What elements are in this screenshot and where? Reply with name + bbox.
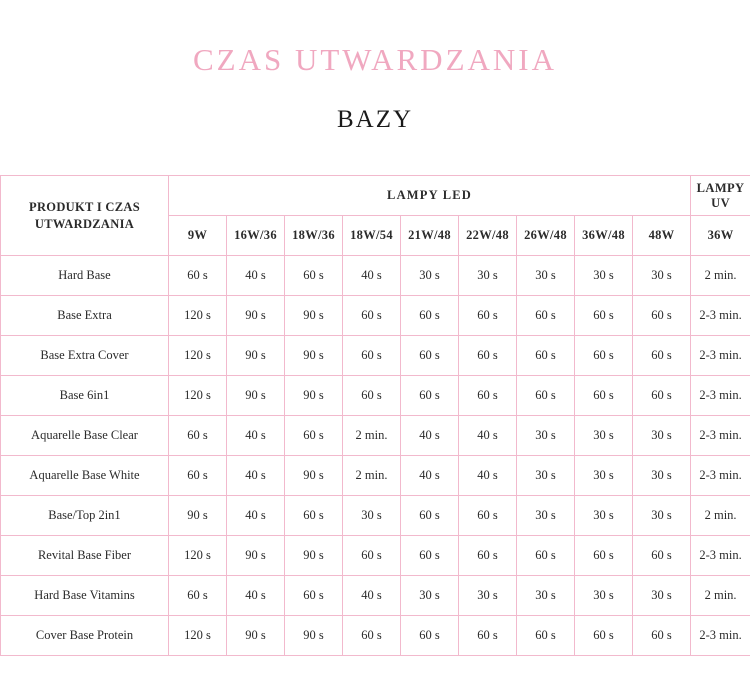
curing-value: 60 s [575,616,633,656]
curing-value: 2-3 min. [691,416,750,456]
curing-value: 2 min. [691,256,750,296]
curing-value: 60 s [459,616,517,656]
curing-value: 60 s [459,296,517,336]
product-name: Base/Top 2in1 [1,496,169,536]
curing-value: 30 s [633,576,691,616]
product-name: Revital Base Fiber [1,536,169,576]
curing-value: 90 s [169,496,227,536]
curing-value: 30 s [575,456,633,496]
curing-value: 60 s [343,376,401,416]
curing-value: 40 s [227,256,285,296]
product-name: Base 6in1 [1,376,169,416]
table-row [1,336,750,376]
column-header-36w48: 36W/48 [575,216,633,256]
curing-value: 60 s [401,616,459,656]
product-name: Base Extra [1,296,169,336]
curing-value: 60 s [343,616,401,656]
curing-value: 30 s [459,576,517,616]
curing-value: 60 s [169,576,227,616]
curing-value: 60 s [517,376,575,416]
curing-value: 30 s [575,576,633,616]
product-name: Aquarelle Base White [1,456,169,496]
group-header-led: LAMPY LED [169,176,691,216]
curing-value: 60 s [169,456,227,496]
curing-value: 2 min. [343,456,401,496]
column-header-22w48: 22W/48 [459,216,517,256]
curing-value: 30 s [343,496,401,536]
curing-value: 30 s [633,496,691,536]
curing-value: 2 min. [691,576,750,616]
curing-value: 120 s [169,376,227,416]
curing-value: 60 s [169,256,227,296]
curing-value: 40 s [459,416,517,456]
product-column-header: PRODUKT I CZAS UTWARDZANIA [1,176,169,256]
curing-value: 90 s [285,616,343,656]
curing-value: 60 s [459,536,517,576]
curing-value: 60 s [343,336,401,376]
product-name: Hard Base Vitamins [1,576,169,616]
curing-value: 60 s [575,536,633,576]
curing-value: 60 s [517,296,575,336]
curing-value: 30 s [575,256,633,296]
curing-value: 60 s [517,336,575,376]
column-header-18w36: 18W/36 [285,216,343,256]
curing-value: 60 s [517,616,575,656]
curing-value: 30 s [575,416,633,456]
curing-value: 60 s [401,496,459,536]
curing-value: 90 s [227,296,285,336]
curing-value: 2-3 min. [691,536,750,576]
curing-value: 120 s [169,336,227,376]
table-row [1,296,750,336]
table-row [1,376,750,416]
curing-value: 60 s [169,416,227,456]
curing-value: 90 s [227,336,285,376]
curing-value: 30 s [633,256,691,296]
curing-value: 60 s [633,616,691,656]
curing-value: 60 s [459,496,517,536]
curing-value: 60 s [633,336,691,376]
table-row [1,456,750,496]
table-row [1,496,750,536]
table-body [1,256,750,656]
curing-time-table [0,175,750,656]
curing-value: 60 s [401,536,459,576]
curing-value: 30 s [517,456,575,496]
curing-value: 30 s [459,256,517,296]
curing-value: 40 s [401,416,459,456]
column-header-9w: 9W [169,216,227,256]
curing-value: 60 s [575,336,633,376]
curing-value: 60 s [401,376,459,416]
curing-value: 2 min. [343,416,401,456]
curing-value: 90 s [227,536,285,576]
curing-value: 60 s [401,296,459,336]
column-header-48w: 48W [633,216,691,256]
curing-value: 60 s [401,336,459,376]
column-header-18w54: 18W/54 [343,216,401,256]
table-row [1,416,750,456]
column-header-16w36: 16W/36 [227,216,285,256]
product-name: Base Extra Cover [1,336,169,376]
curing-value: 90 s [285,536,343,576]
curing-time-table-wrapper [0,175,750,656]
curing-value: 60 s [285,256,343,296]
table-head [1,176,750,256]
curing-value: 30 s [633,456,691,496]
curing-value: 40 s [343,256,401,296]
curing-value: 60 s [633,296,691,336]
curing-value: 120 s [169,616,227,656]
curing-value: 60 s [459,376,517,416]
curing-value: 90 s [227,376,285,416]
table-row [1,616,750,656]
curing-value: 30 s [401,256,459,296]
curing-value: 90 s [285,456,343,496]
curing-value: 30 s [517,496,575,536]
curing-value: 60 s [285,416,343,456]
curing-value: 60 s [285,576,343,616]
column-header-uv-36w: 36W [691,216,750,256]
table-group-header-row [1,176,750,216]
curing-value: 2-3 min. [691,376,750,416]
table-row [1,576,750,616]
curing-value: 90 s [227,616,285,656]
table-row [1,256,750,296]
page-subtitle: BAZY [336,106,414,133]
curing-value: 30 s [575,496,633,536]
curing-value: 2-3 min. [691,456,750,496]
curing-value: 60 s [343,536,401,576]
curing-value: 60 s [633,376,691,416]
curing-value: 60 s [517,536,575,576]
column-header-21w48: 21W/48 [401,216,459,256]
curing-value: 40 s [227,576,285,616]
curing-value: 60 s [459,336,517,376]
curing-value: 40 s [343,576,401,616]
curing-value: 90 s [285,336,343,376]
curing-value: 30 s [633,416,691,456]
group-header-uv: LAMPY UV [691,176,750,216]
curing-value: 60 s [285,496,343,536]
product-name: Hard Base [1,256,169,296]
curing-value: 60 s [633,536,691,576]
curing-value: 2 min. [691,496,750,536]
curing-value: 40 s [227,456,285,496]
curing-value: 30 s [517,576,575,616]
curing-value: 60 s [575,376,633,416]
curing-value: 40 s [227,496,285,536]
curing-value: 120 s [169,296,227,336]
product-name: Aquarelle Base Clear [1,416,169,456]
curing-value: 40 s [459,456,517,496]
curing-value: 2-3 min. [691,296,750,336]
curing-value: 120 s [169,536,227,576]
curing-value: 90 s [285,296,343,336]
curing-value: 30 s [517,256,575,296]
table-row [1,536,750,576]
curing-value: 60 s [343,296,401,336]
curing-value: 30 s [401,576,459,616]
curing-value: 40 s [227,416,285,456]
curing-value: 40 s [401,456,459,496]
curing-value: 60 s [575,296,633,336]
curing-value: 90 s [285,376,343,416]
curing-value: 2-3 min. [691,336,750,376]
product-name: Cover Base Protein [1,616,169,656]
curing-value: 30 s [517,416,575,456]
curing-value: 2-3 min. [691,616,750,656]
page-title: CZAS UTWARDZANIA [192,42,557,77]
column-header-26w48: 26W/48 [517,216,575,256]
